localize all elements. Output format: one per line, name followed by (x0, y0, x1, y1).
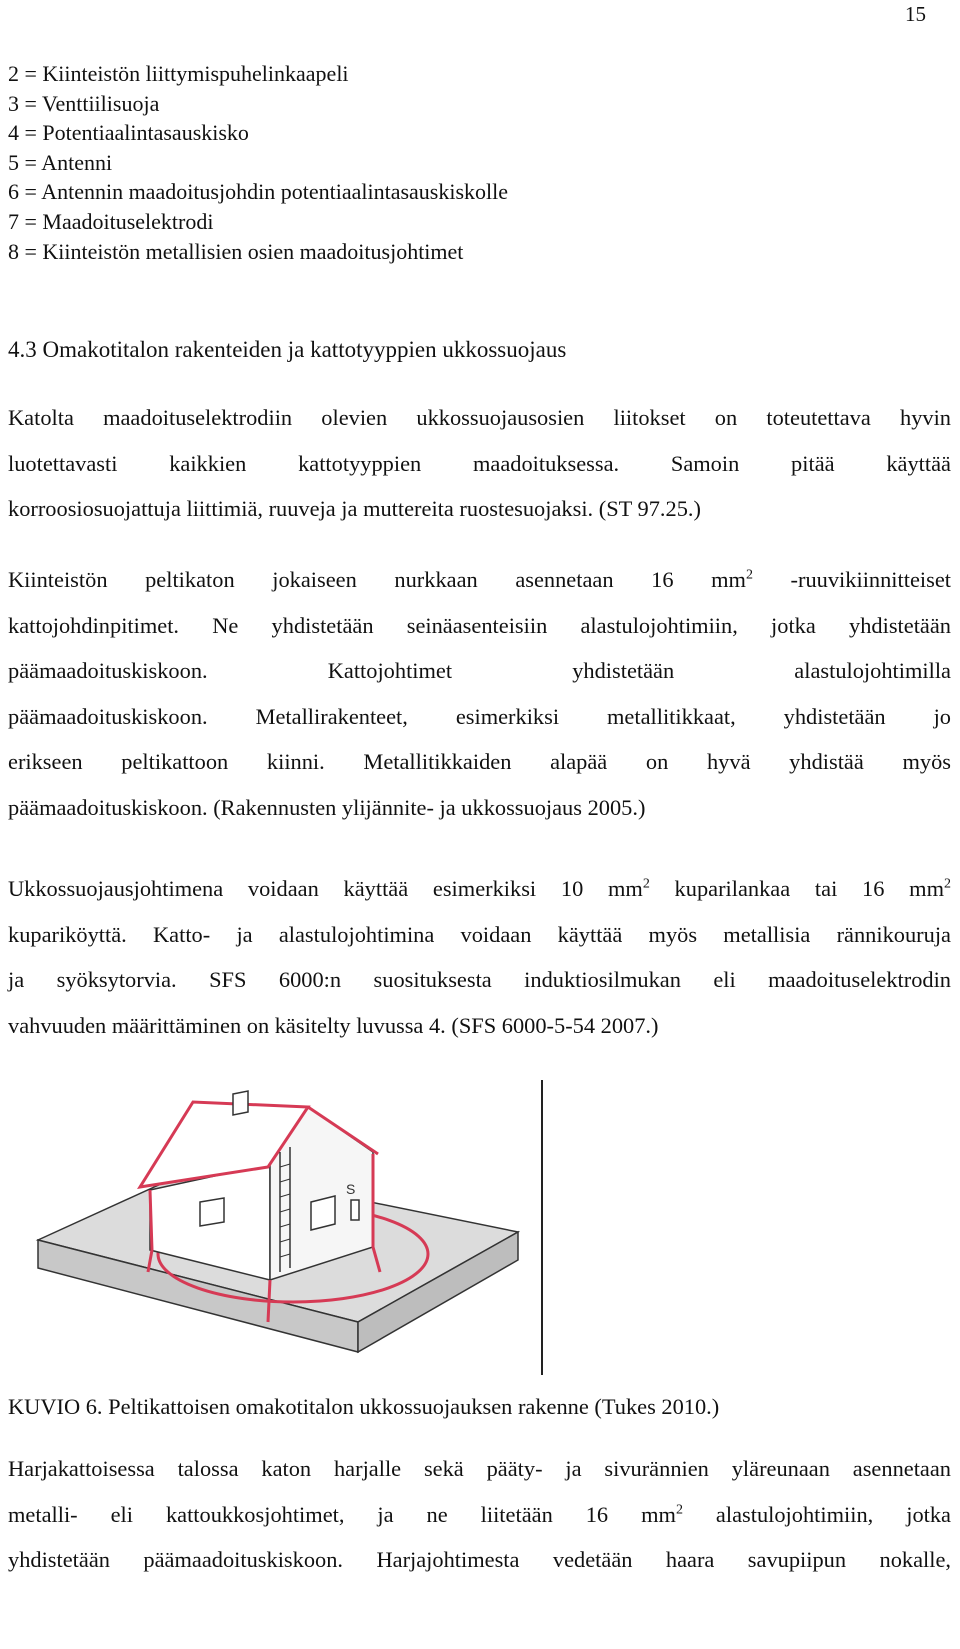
legend-item: 7 = Maadoituselektrodi (8, 208, 214, 234)
superscript: 2 (944, 876, 951, 892)
paragraph-line (8, 557, 951, 603)
legend-item: 2 = Kiinteistön liittymispuhelinkaapeli (8, 61, 349, 86)
legend-item: 3 = Venttiilisuoja (8, 90, 160, 116)
paragraph-line: vahvuuden määrittäminen on käsitelty luvussa 4. (SFS 6000-5-54 2007.) (8, 1012, 659, 1038)
paragraph-text: Ukkossuojausjohtimena voidaan käyttää esimerkiksi 10 mm (8, 876, 643, 901)
paragraph-line: Harjakattoisessa talossa katon harjalle sekä pääty- ja sivurännien yläreunaan asennetaan (8, 1456, 951, 1481)
paragraph-line: ja syöksytorvia. SFS 6000:n suosituksesta induktiosilmukan eli maadoituselektrodin (8, 967, 951, 993)
window (200, 1198, 224, 1226)
house-lightning-protection-figure (28, 1072, 528, 1377)
paragraph-line: päämaadoituskiskoon. Metallirakenteet, esimerkiksi metallitikkaat, yhdistetään jo (8, 703, 951, 729)
s-label: S (346, 1181, 356, 1197)
paragraph-text: -ruuvikiinnitteiset (752, 567, 951, 592)
superscript: 2 (642, 876, 650, 892)
page-number: 15 (905, 2, 926, 26)
paragraph-line: korroosiosuojattuja liittimiä, ruuveja ja muttereita ruostesuojaksi. (ST 97.25.) (8, 496, 701, 522)
legend-item: 5 = Antenni (8, 149, 113, 175)
legend-list (8, 59, 508, 266)
earthing-box (351, 1200, 359, 1220)
figure-caption: KUVIO 6. Peltikattoisen omakotitalon ukkossuojauksen rakenne (Tukes 2010.) (8, 1394, 720, 1419)
paragraph-text: metalli- eli kattoukkosjohtimet, ja ne liitetään 16 mm (8, 1501, 676, 1527)
paragraph-text: Kiinteistön peltikaton jokaiseen nurkkaan asennetaan 16 mm (8, 567, 746, 592)
paragraph-line (8, 866, 951, 912)
legend-item: 6 = Antennin maadoitusjohdin potentiaalintasauskiskolle (8, 179, 509, 205)
house-illustration (28, 1072, 528, 1372)
legend-item: 4 = Potentiaalintasauskisko (8, 120, 249, 146)
window (311, 1196, 335, 1230)
paragraph-line: kupariköyttä. Katto- ja alastulojohtimina voidaan käyttää myös metallisia rännikouruja (8, 921, 951, 947)
paragraph-line: päämaadoituskiskoon. Kattojohtimet yhdistetään alastulojohtimilla (8, 658, 951, 684)
paragraph-text: alastulojohtimiin, jotka (682, 1501, 951, 1527)
superscript: 2 (675, 1502, 683, 1518)
paragraph-line: erikseen peltikattoon kiinni. Metallitikkaiden alapää on hyvä yhdistää myös (8, 749, 951, 775)
paragraph-line: Katolta maadoituselektrodiin olevien ukkossuojausosien liitokset on toteutettava hyvin (8, 405, 951, 430)
paragraph-3 (8, 866, 951, 1048)
paragraph-2 (8, 557, 951, 831)
paragraph-4 (8, 1446, 951, 1583)
figure-divider-line (541, 1080, 543, 1375)
legend-item: 8 = Kiinteistön metallisien osien maadoitusjohtimet (8, 238, 464, 264)
paragraph-line (8, 1492, 951, 1538)
paragraph-line: kattojohdinpitimet. Ne yhdistetään seinäasenteisiin alastulojohtimiin, jotka yhdistetään (8, 612, 951, 638)
section-heading: 4.3 Omakotitalon rakenteiden ja kattotyyppien ukkossuojaus (8, 337, 567, 362)
down-conductor (268, 1280, 270, 1322)
paragraph-line: päämaadoituskiskoon. (Rakennusten ylijännite- ja ukkossuojaus 2005.) (8, 794, 646, 820)
superscript: 2 (745, 567, 753, 583)
paragraph-line: luotettavasti kaikkien kattotyyppien maadoituksessa. Samoin pitää käyttää (8, 450, 951, 476)
chimney (233, 1091, 248, 1115)
paragraph-line: yhdistetään päämaadoituskiskoon. Harjajohtimesta vedetään haara savupiipun nokalle, (8, 1547, 951, 1573)
paragraph-1 (8, 395, 951, 532)
paragraph-text: kuparilankaa tai 16 mm (649, 876, 944, 901)
